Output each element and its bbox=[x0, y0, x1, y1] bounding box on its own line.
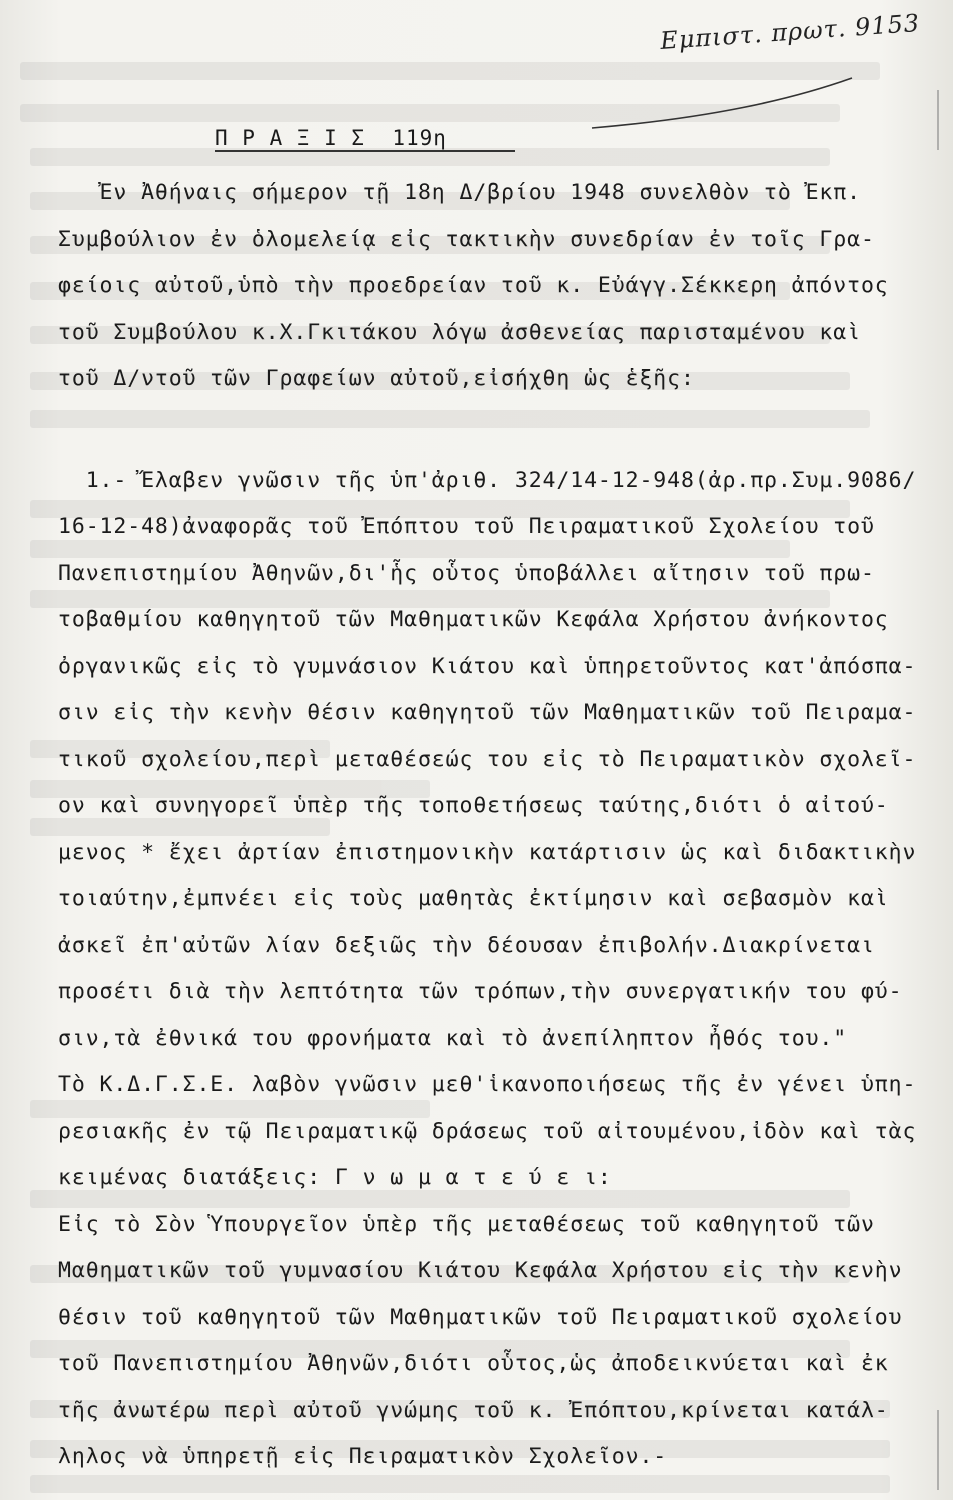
text-line: θέσιν τοῦ καθηγητοῦ τῶν Μαθηματικῶν τοῦ Πειραματικοῦ σχολείου bbox=[58, 1304, 903, 1330]
handwritten-note: Εμπιστ. πρωτ. 9153 bbox=[659, 8, 921, 56]
text-line: τοῦ Δ/ντοῦ τῶν Γραφείων αὐτοῦ,εἰσήχθη ὡς ἑξῆς: bbox=[58, 366, 695, 391]
text-line: τοβαθμίου καθηγητοῦ τῶν Μαθηματικῶν Κεφάλα Χρήστου ἀνήκοντος bbox=[58, 607, 889, 632]
text-line: ληλος νὰ ὑπηρετῇ εἰς Πειραματικὸν Σχολεῖον.- bbox=[58, 1444, 668, 1469]
text-line: τοῦ Πανεπιστημίου Ἀθηνῶν,διότι οὗτος,ὡς ἀποδεικνύεται καὶ ἐκ bbox=[58, 1351, 889, 1376]
text-line: τοιαύτην,ἐμπνέει εἰς τοὺς μαθητὰς ἐκτίμησιν καὶ σεβασμὸν καὶ bbox=[58, 886, 889, 911]
text-line: ὀργανικῶς εἰς τὸ γυμνάσιον Κιάτου καὶ ὑπηρετοῦντος κατ'ἀπόσπα- bbox=[58, 653, 917, 679]
text-line: 1.- Ἔλαβεν γνῶσιν τῆς ὑπ'ἀριθ. 324/14-12-948(ἀρ.πρ.Συμ.9086/ bbox=[58, 467, 917, 493]
text-line: Πανεπιστημίου Ἀθηνῶν,δι'ἧς οὗτος ὑποβάλλει αἴτησιν τοῦ πρω- bbox=[58, 560, 875, 586]
text-line: 16-12-48)ἀναφορᾶς τοῦ Ἐπόπτου τοῦ Πειραματικοῦ Σχολείου τοῦ bbox=[58, 514, 875, 539]
title-underline bbox=[215, 150, 515, 152]
page-title: Π Ρ Α Ξ Ι Σ 119η bbox=[215, 126, 447, 150]
text-line: τῆς ἀνωτέρω περὶ αὐτοῦ γνώμης τοῦ κ. Ἐπόπτου,κρίνεται κατάλ- bbox=[58, 1397, 889, 1423]
edge-mark bbox=[937, 1410, 939, 1490]
text-line: Συμβούλιον ἐν ὁλομελείᾳ εἰς τακτικὴν συνεδρίαν ἐν τοῖς Γρα- bbox=[58, 226, 875, 252]
text-line: Μαθηματικῶν τοῦ γυμνασίου Κιάτου Κεφάλα Χρήστου εἰς τὴν κενὴν bbox=[58, 1258, 903, 1283]
text-line: ἀσκεῖ ἐπ'αὐτῶν λίαν δεξιῶς τὴν δέουσαν ἐπιβολήν.Διακρίνεται bbox=[58, 932, 875, 958]
text-line: τοῦ Συμβούλου κ.Χ.Γκιτάκου λόγω ἀσθενείας παρισταμένου καὶ bbox=[58, 319, 861, 345]
text-line: Εἰς τὸ Σὸν Ὑπουργεῖον ὑπὲρ τῆς μεταθέσεως τοῦ καθηγητοῦ τῶν bbox=[58, 1211, 875, 1237]
text-line: ον καὶ συνηγορεῖ ὑπὲρ τῆς τοποθετήσεως ταύτης,διότι ὁ αἰτού- bbox=[58, 793, 889, 818]
handwritten-stroke bbox=[590, 70, 860, 130]
text-line: φείοις αὐτοῦ,ὑπὸ τὴν προεδρείαν τοῦ κ. Εὐάγγ.Σέκκερη ἀπόντος bbox=[58, 273, 889, 298]
text-line: Ἐν Ἀθήναις σήμερον τῇ 18η Δ/βρίου 1948 συνελθὸν τὸ Ἐκπ. bbox=[58, 180, 861, 205]
text-line: μενος * ἔχει ἀρτίαν ἐπιστημονικὴν κατάρτισιν ὡς καὶ διδακτικὴν bbox=[58, 839, 917, 865]
text-line: προσέτι διὰ τὴν λεπτότητα τῶν τρόπων,τὴν συνεργατικήν του φύ- bbox=[58, 979, 903, 1004]
text-line: τικοῦ σχολείου,περὶ μεταθέσεώς του εἰς τὸ Πειραματικὸν σχολεῖ- bbox=[58, 746, 917, 772]
text-line: σιν εἰς τὴν κενὴν θέσιν καθηγητοῦ τῶν Μαθηματικῶν τοῦ Πειραμα- bbox=[58, 700, 917, 725]
text-line: ρεσιακῆς ἐν τῷ Πειραματικῷ δράσεως τοῦ αἰτουμένου,ἰδὸν καὶ τὰς bbox=[58, 1118, 917, 1144]
text-line: Τὸ Κ.Δ.Γ.Σ.Ε. λαβὸν γνῶσιν μεθ'ἱκανοποιήσεως τῆς ἐν γένει ὑπη- bbox=[58, 1072, 917, 1097]
text-line: σιν,τὰ ἐθνικά του φρονήματα καὶ τὸ ἀνεπίληπτον ἦθός του." bbox=[58, 1025, 848, 1051]
text-line: κειμένας διατάξεις: Γ ν ω μ α τ ε ύ ε ι: bbox=[58, 1165, 612, 1190]
edge-mark bbox=[937, 90, 939, 150]
